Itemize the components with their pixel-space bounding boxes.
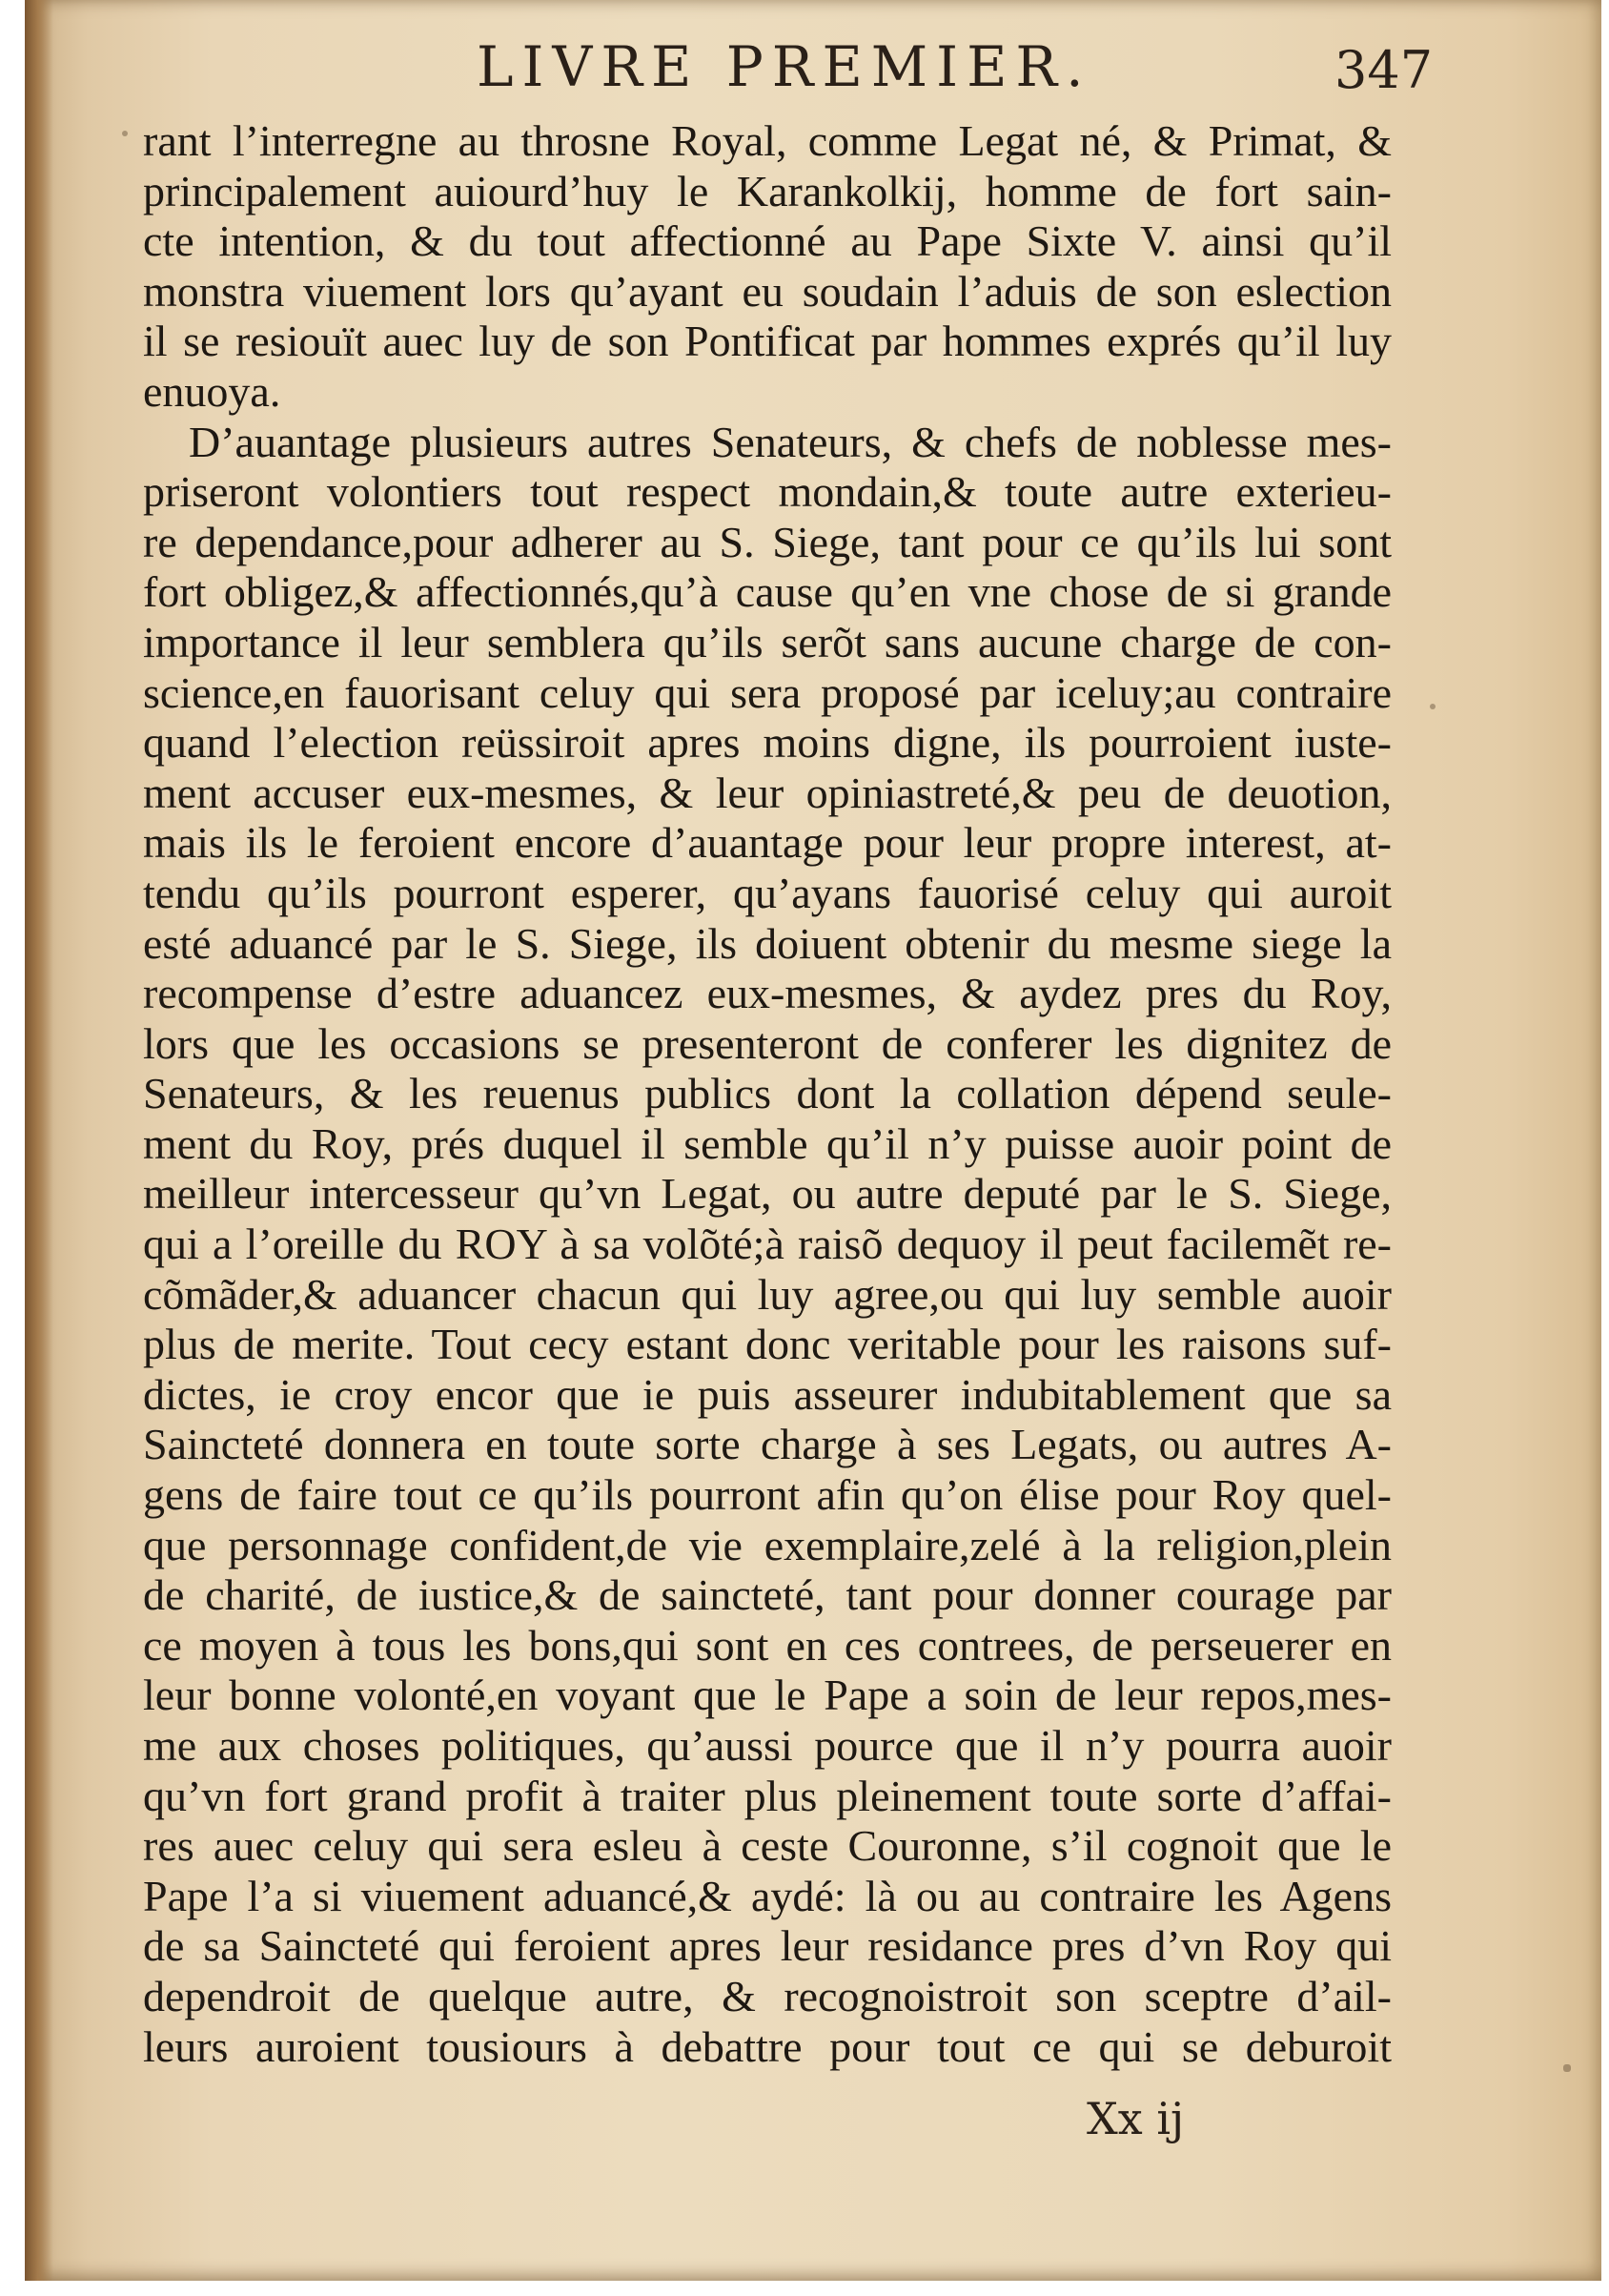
text-line: Saincteté donnera en toute sorte charge à ses Legats, ou autres A- [143,1420,1392,1469]
text-line: science,en fauorisant celuy qui sera proposé par iceluy;au contraire [143,667,1392,717]
text-line: il se resiouït auec luy de son Pontificat par hommes exprés qu’il luy [143,317,1392,366]
text-line: Pape l’a si viuement aduancé,& aydé: là ou au contraire les Agens [143,1871,1392,1920]
text-line: leurs auroient tousiours à debattre pour tout ce qui se deburoit [143,2021,1392,2071]
page-header [0,25,1609,101]
text-line: Senateurs, & les reuenus publics dont la collation dépend seule- [143,1069,1392,1118]
text-line: gens de faire tout ce qu’ils pourront afin qu’on élise pour Roy quel- [143,1470,1392,1520]
text-line: de sa Saincteté qui feroient apres leur residance pres d’vn Roy qui [143,1921,1392,1971]
text-line: priseront volontiers tout respect mondain,& toute autre exterieu- [143,467,1392,517]
text-line: tendu qu’ils pourront esperer, qu’ayans fauorisé celuy qui auroit [143,868,1392,917]
ink-speck [1563,2064,1571,2072]
signature-mark: Xx ij [1087,2093,1185,2144]
text-line: recompense d’estre aduancez eux-mesmes, & aydez pres du Roy, [143,969,1392,1018]
text-line: res auec celuy qui sera esleu à ceste Couronne, s’il cognoit que le [143,1821,1392,1871]
text-line: monstra viuement lors qu’ayant eu soudain l’aduis de son eslection [143,266,1392,316]
text-line: que personnage confident,de vie exemplaire,zelé à la religion,plein [143,1520,1392,1569]
paragraph-start-line: D’auantage plusieurs autres Senateurs, & chefs de noblesse mes- [189,417,1392,466]
text-line: rant l’interregne au throsne Royal, comme Legat né, & Primat, & [143,116,1392,165]
text-line: ment du Roy, prés duquel il semble qu’il n’y puisse auoir point de [143,1118,1392,1168]
text-line: ce moyen à tous les bons,qui sont en ces contrees, de perseuerer en [143,1620,1392,1670]
running-title: LIVRE PREMIER. [477,34,1092,99]
text-line: qui a l’oreille du ROY à sa volõté;à raisõ dequoy il peut facilemẽt re- [143,1220,1392,1269]
text-line: plus de merite. Tout cecy estant donc veritable pour les raisons suf- [143,1320,1392,1369]
text-line: enuoya. [143,366,281,416]
page-number: 347 [1334,40,1434,100]
text-line: leur bonne volonté,en voyant que le Pape a soin de leur repos,mes- [143,1671,1392,1720]
text-line: de charité, de iustice,& de saincteté, tant pour donner courage par [143,1570,1392,1620]
text-line: cte intention, & du tout affectionné au Pape Sixte V. ainsi qu’il [143,216,1392,266]
text-line: importance il leur semblera qu’ils serõt sans aucune charge de con- [143,617,1392,666]
text-line: me aux choses politiques, qu’aussi pource que il n’y pourra auoir [143,1721,1392,1770]
text-line: dependroit de quelque autre, & recognoistroit son sceptre d’ail- [143,1971,1392,2020]
text-line: lors que les occasions se presenteront de conferer les dignitez de [143,1018,1392,1068]
text-line: cõmãder,& aduancer chacun qui luy agree,ou qui luy semble auoir [143,1269,1392,1319]
text-line: quand l’election reüssiroit apres moins digne, ils pourroient iuste- [143,718,1392,768]
ink-speck [1430,704,1436,709]
text-line: fort obligez,& affectionnés,qu’à cause qu’en vne chose de si grande [143,567,1392,617]
text-line: ment accuser eux-mesmes, & leur opiniastreté,& peu de deuotion, [143,768,1392,817]
page-binding-edge [25,0,53,2281]
text-line: principalement auiourd’huy le Karankolkij, homme de fort sain- [143,166,1392,215]
text-line: esté aduancé par le S. Siege, ils doiuent obtenir du mesme siege la [143,918,1392,968]
text-line: qu’vn fort grand profit à traiter plus pleinement toute sorte d’affai- [143,1771,1392,1820]
ink-speck [122,131,128,136]
text-line: meilleur intercesseur qu’vn Legat, ou autre deputé par le S. Siege, [143,1169,1392,1219]
text-line: dictes, ie croy encor que ie puis asseurer indubitablement que sa [143,1369,1392,1419]
text-line: re dependance,pour adherer au S. Siege, tant pour ce qu’ils lui sont [143,517,1392,566]
body-text [143,116,1392,2072]
text-line: mais ils le feroient encore d’auantage pour leur propre interest, at- [143,818,1392,868]
